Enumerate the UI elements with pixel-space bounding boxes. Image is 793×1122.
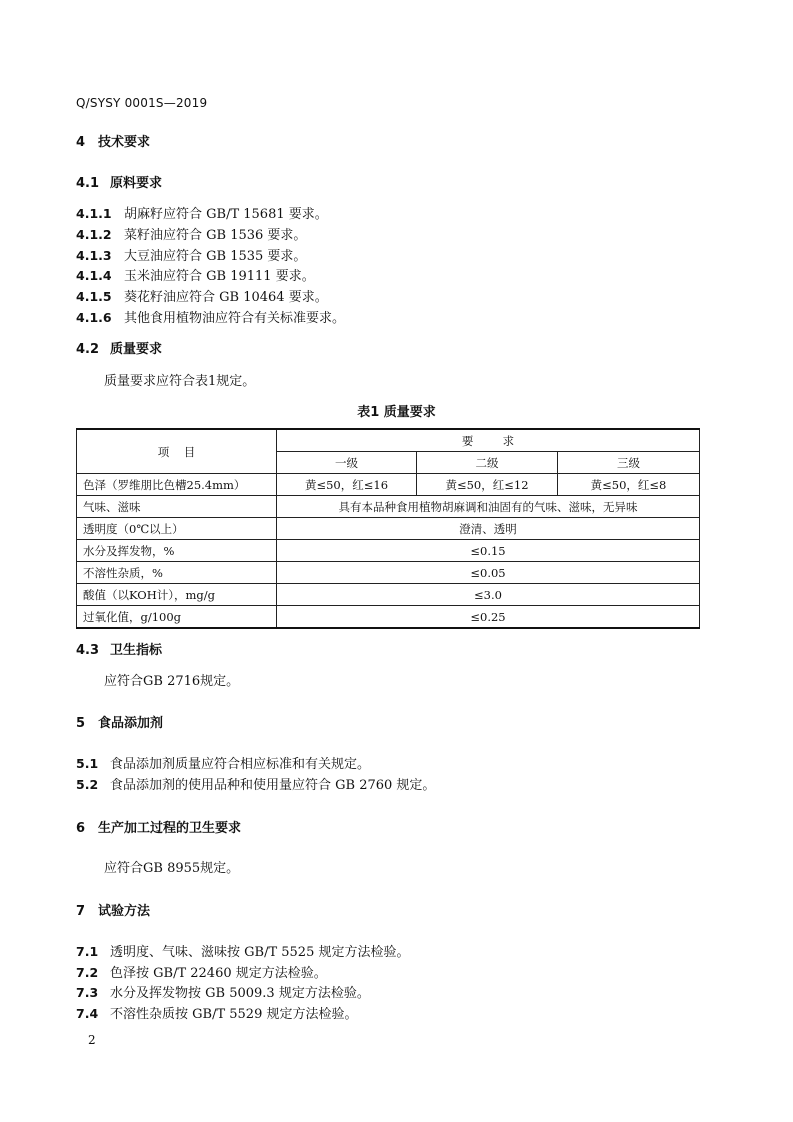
row-value: ≤0.25 [277,606,700,629]
clause-text: 葵花籽油应符合 GB 10464 要求。 [124,290,328,305]
clause-text: 色泽按 GB/T 22460 规定方法检验。 [110,966,327,981]
row-value: 黄≤50，红≤8 [558,474,700,496]
section-number: 4.1 [76,176,100,191]
section-number: 4 [76,135,86,150]
clause-text: 透明度、气味、滋味按 GB/T 5525 规定方法检验。 [110,945,410,960]
clause-text: 食品添加剂的使用品种和使用量应符合 GB 2760 规定。 [110,778,436,793]
section-number: 6 [76,821,86,836]
section-6-heading [76,817,241,836]
clause-text: 玉米油应符合 GB 19111 要求。 [124,269,315,284]
clause-text: 其他食用植物油应符合有关标准要求。 [124,311,346,326]
row-value: 澄清、透明 [277,518,700,540]
row-value: ≤0.05 [277,562,700,584]
section-title: 技术要求 [98,135,151,150]
clause-number: 7.4 [76,1006,99,1021]
row-value: ≤3.0 [277,584,700,606]
row-value: 具有本品种食用植物胡麻调和油固有的气味、滋味，无异味 [277,496,700,518]
clause-number: 4.1.1 [76,206,112,221]
section-title: 卫生指标 [110,643,163,658]
clause-number: 7.3 [76,985,99,1000]
clause-number: 4.1.5 [76,289,112,304]
table-row [77,540,700,562]
clause-number: 4.1.2 [76,227,112,242]
row-item: 透明度（0℃以上） [77,518,277,540]
clause-7-3 [76,982,370,1001]
table-row [77,562,700,584]
table-row [77,584,700,606]
section-title: 生产加工过程的卫生要求 [98,821,242,836]
table-row [77,606,700,629]
clause-4-1-4 [76,265,315,284]
clause-number: 4.1.3 [76,248,112,263]
header-requirement: 要 求 [277,429,700,452]
section-title: 食品添加剂 [98,716,164,731]
grade-1: 一级 [277,452,417,474]
clause-number: 4.1.4 [76,268,112,283]
section-4-2-heading [76,338,162,357]
clause-number: 4.1.6 [76,310,112,325]
section-4-1-heading [76,172,162,191]
row-value: 黄≤50，红≤12 [417,474,558,496]
clause-7-2 [76,962,327,981]
section-title: 原料要求 [110,176,163,191]
clause-number: 5.2 [76,777,99,792]
row-item: 不溶性杂质，% [77,562,277,584]
section-6-paragraph: 应符合GB 8955规定。 [104,861,240,876]
clause-4-1-6 [76,307,345,326]
table-row [77,496,700,518]
row-item: 水分及挥发物，% [77,540,277,562]
clause-number: 7.1 [76,944,99,959]
section-title: 质量要求 [110,342,163,357]
grade-3: 三级 [558,452,700,474]
section-title: 试验方法 [98,904,151,919]
clause-4-1-5 [76,286,328,305]
row-value: ≤0.15 [277,540,700,562]
clause-number: 5.1 [76,756,99,771]
table-row [77,474,700,496]
section-7-heading [76,900,150,919]
section-number: 5 [76,716,86,731]
clause-4-1-1 [76,203,328,222]
table-caption: 表1 质量要求 [357,405,436,420]
grade-2: 二级 [417,452,558,474]
section-number: 7 [76,904,86,919]
section-4-3-heading [76,639,162,658]
section-4-heading [76,131,150,150]
section-4-2-paragraph: 质量要求应符合表1规定。 [104,374,256,389]
section-number: 4.3 [76,643,100,658]
table-header-row [77,429,700,452]
clause-7-4 [76,1003,357,1022]
document-code-header: Q/SYSY 0001S—2019 [76,96,208,110]
clause-text: 食品添加剂质量应符合相应标准和有关规定。 [110,757,371,772]
quality-requirements-table [76,428,700,629]
row-value: 黄≤50，红≤16 [277,474,417,496]
clause-5-1 [76,753,370,772]
clause-number: 7.2 [76,965,99,980]
clause-text: 大豆油应符合 GB 1535 要求。 [124,249,307,264]
row-item: 气味、滋味 [77,496,277,518]
clause-text: 菜籽油应符合 GB 1536 要求。 [124,228,307,243]
row-item: 酸值（以KOH计），mg/g [77,584,277,606]
clause-text: 胡麻籽应符合 GB/T 15681 要求。 [124,207,328,222]
clause-text: 不溶性杂质按 GB/T 5529 规定方法检验。 [110,1007,358,1022]
clause-7-1 [76,941,409,960]
clause-4-1-3 [76,245,306,264]
table-row [77,518,700,540]
header-item: 项 目 [77,429,277,474]
clause-5-2 [76,774,435,793]
clause-text: 水分及挥发物按 GB 5009.3 规定方法检验。 [110,986,370,1001]
clause-4-1-2 [76,224,306,243]
row-item: 色泽（罗维朋比色槽25.4mm） [77,474,277,496]
page-number: 2 [88,1033,96,1047]
section-number: 4.2 [76,342,100,357]
section-5-heading [76,712,163,731]
row-item: 过氧化值，g/100g [77,606,277,629]
section-4-3-paragraph: 应符合GB 2716规定。 [104,674,240,689]
